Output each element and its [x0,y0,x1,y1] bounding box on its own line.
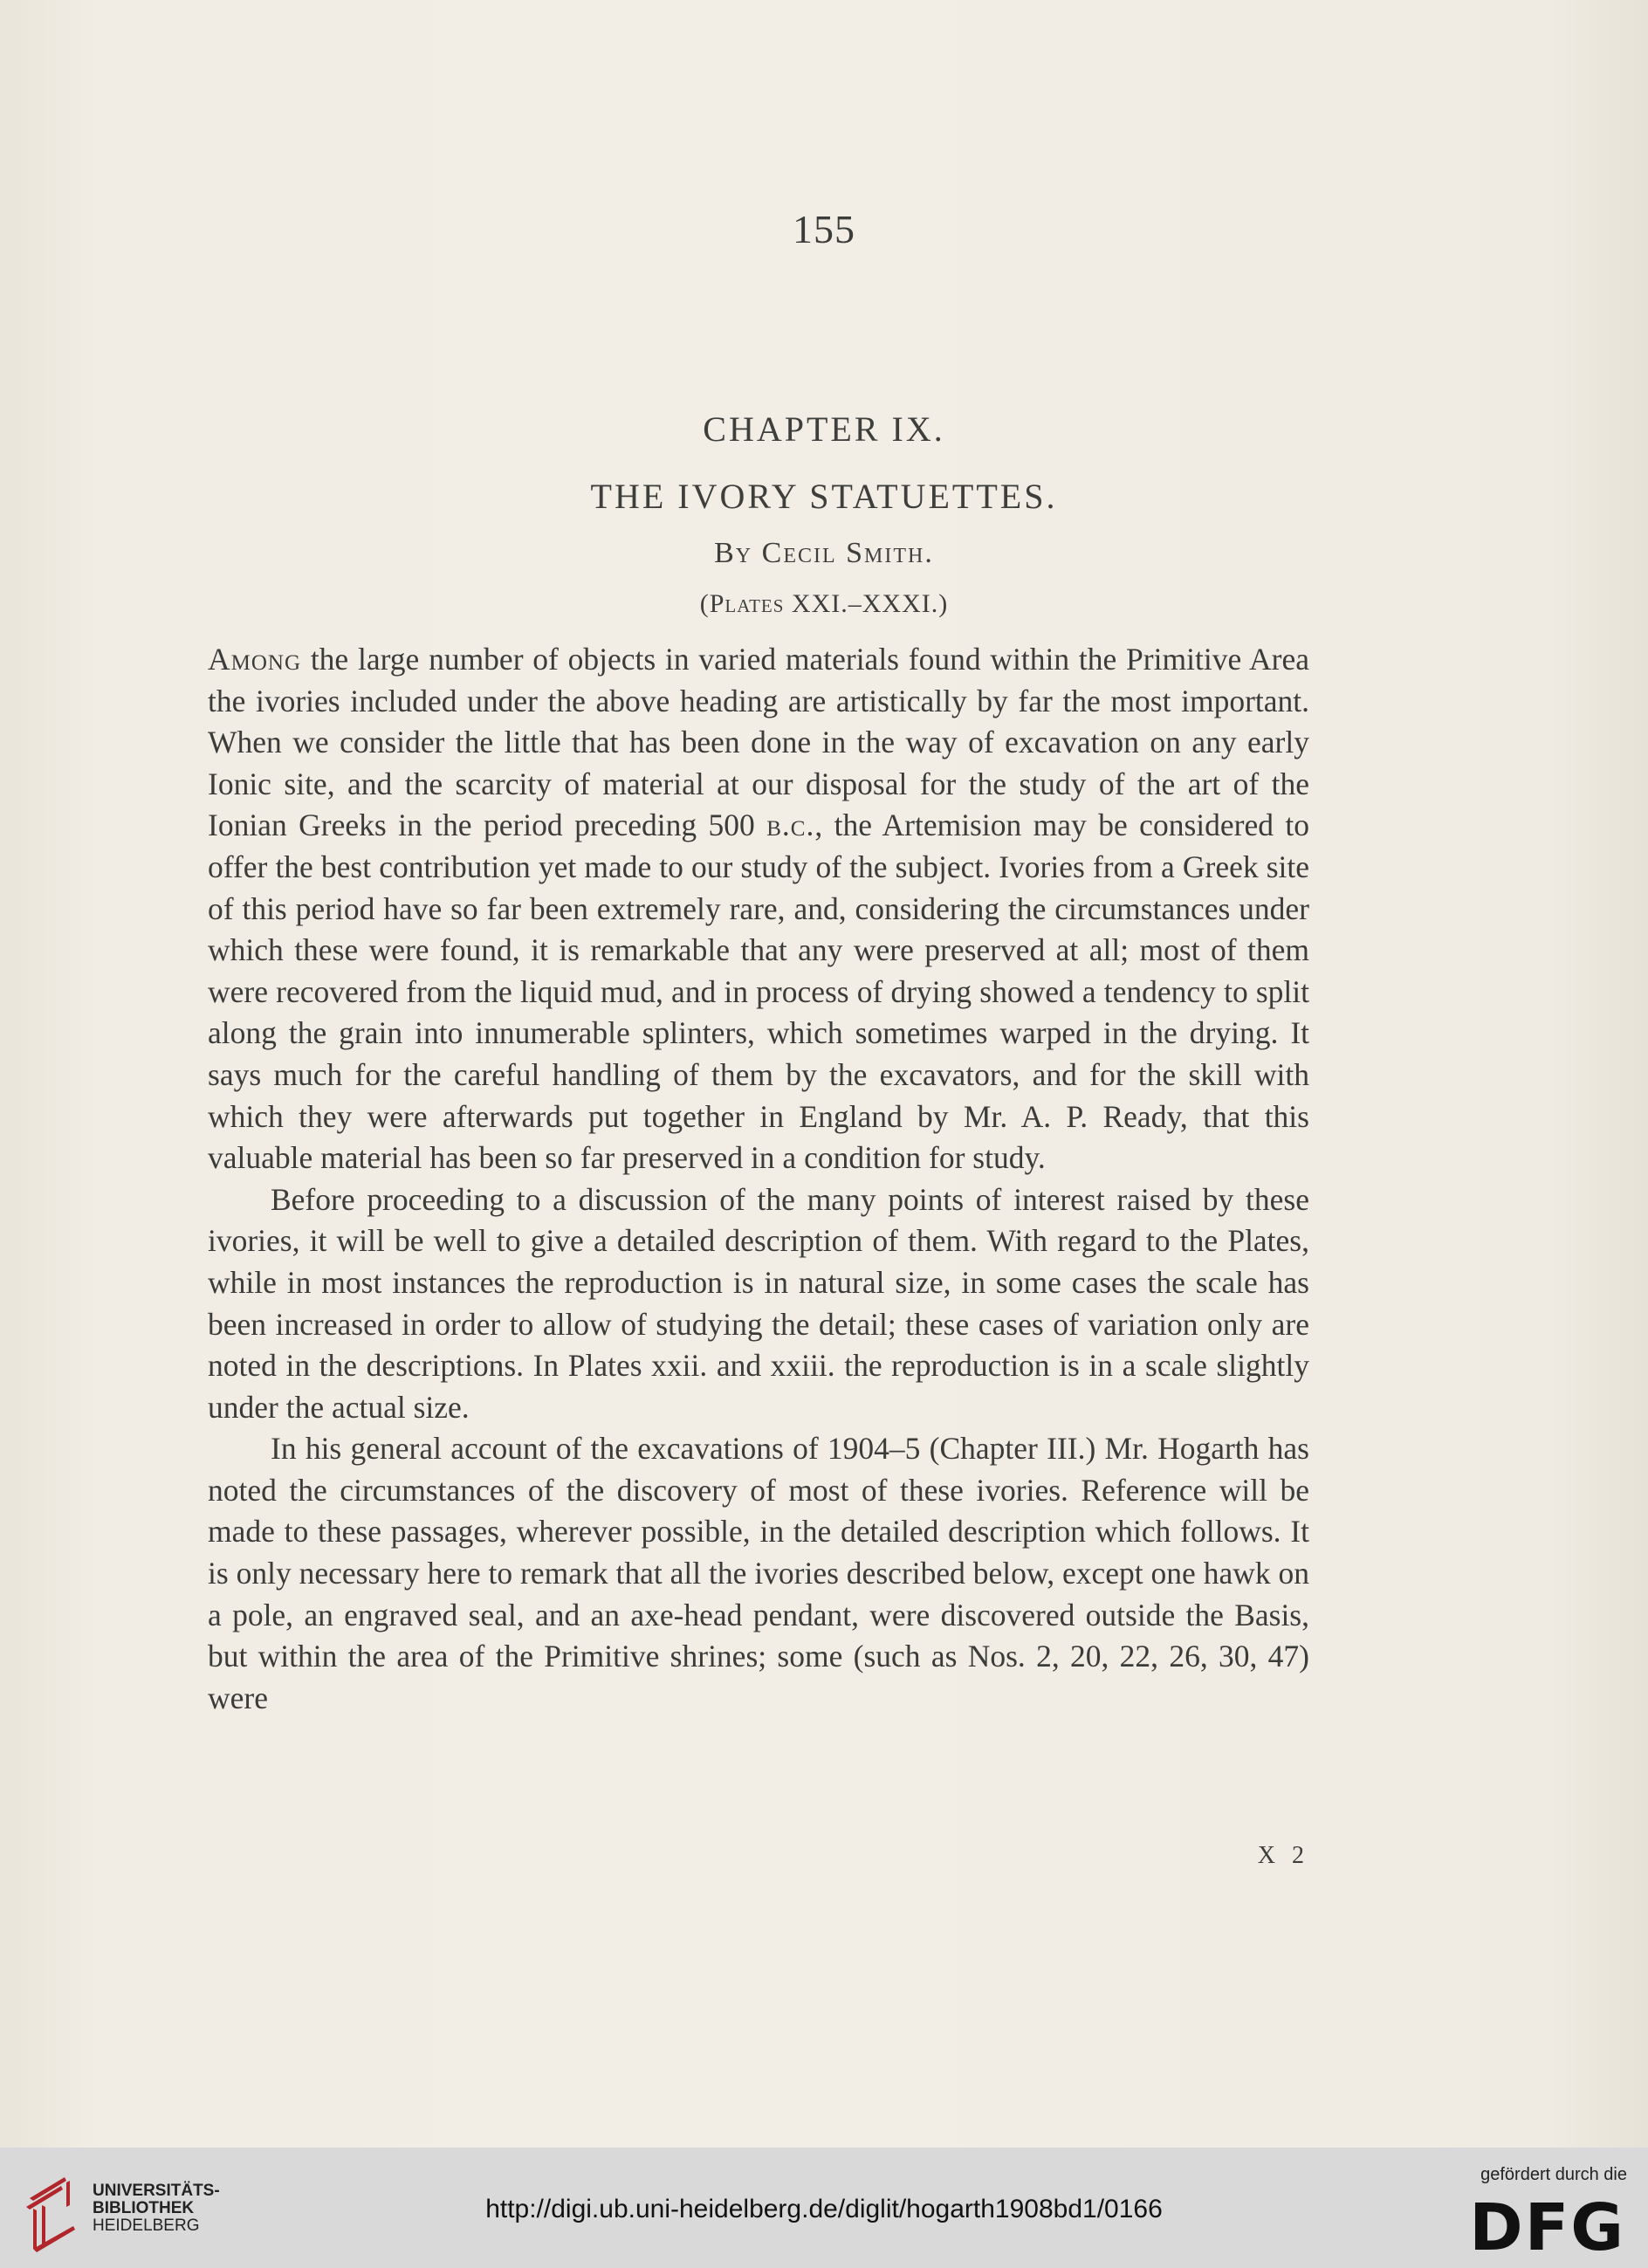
bc-abbreviation: b.c. [766,808,815,843]
signature-mark: X 2 [1257,1842,1309,1869]
page-number: 155 [793,207,855,251]
dfg-logo-icon: DFG [1469,2190,1625,2265]
digitization-footer [0,2148,1648,2268]
permalink-url[interactable]: http://digi.ub.uni-heidelberg.de/diglit/hogarth1908bd1/0166 [485,2195,1163,2223]
body-text [208,639,1309,1719]
plates-reference: (Plates XXI.–XXXI.) [699,589,949,618]
chapter-author: By Cecil Smith. [714,537,934,569]
library-name-line-2: BIBLIOTHEK [93,2199,195,2217]
lead-word: Among [208,642,302,677]
funding-note: gefördert durch die [1480,2165,1627,2184]
paragraph-1-part-b: , the Artemision may be considered to offer the best contribution yet made to our study of the subject. Ivories from a Greek site of this period have so far been extremely rare, and, considering the circumstances under which these were found, it is remarkable that any were preserved at all; most of them were recovered from the liquid mud, and in process of drying showed a tendency to split along the grain into innumerable splinters, which sometimes warped in the drying. It says much for the careful handling of them by the excavators, and for the skill with which they were afterwards put together in England by Mr. A. P. Ready, that this valuable material has been so far preserved in a condition for study. [208,808,1310,1176]
paragraph-1-part-a: the large number of objects in varied materials found within the Primitive Area the ivories included under the above heading are artistically by far the most important. When we consider the little that has been done in the way of excavation on any early Ionic site, and the scarcity of material at our disposal for the study of the art of the Ionian Greeks in the period preceding 500 [208,642,1309,843]
paragraph-1 [208,639,1309,1179]
library-name-line-3: HEIDELBERG [93,2216,200,2235]
chapter-heading: CHAPTER IX. [703,409,945,449]
paragraph-3: In his general account of the excavations of 1904–5 (Chapter III.) Mr. Hogarth has noted the circumstances of the discovery of most of these ivories. Reference will be made to these passages, wherever possible, in the detailed description which follows. It is only necessary here to remark that all the ivories described below, except one hawk on a pole, an engraved seal, and an axe-head pendant, were discovered outside the Basis, but within the area of the Primitive shrines; some (such as Nos. 2, 20, 22, 26, 30, 47) were [208,1431,1309,1715]
paragraph-2: Before proceeding to a discussion of the many points of interest raised by these ivories, it will be well to give a detailed description of them. With regard to the Plates, while in most instances the reproduction is in natural size, in some cases the scale has been increased in order to allow of studying the detail; these cases of variation only are noted in the descriptions. In Plates xxii. and xxiii. the reproduction is in a scale slightly under the actual size. [208,1181,1309,1425]
library-name-line-1: UNIVERSITÄTS- [93,2182,220,2200]
chapter-title: THE IVORY STATUETTES. [590,477,1058,516]
